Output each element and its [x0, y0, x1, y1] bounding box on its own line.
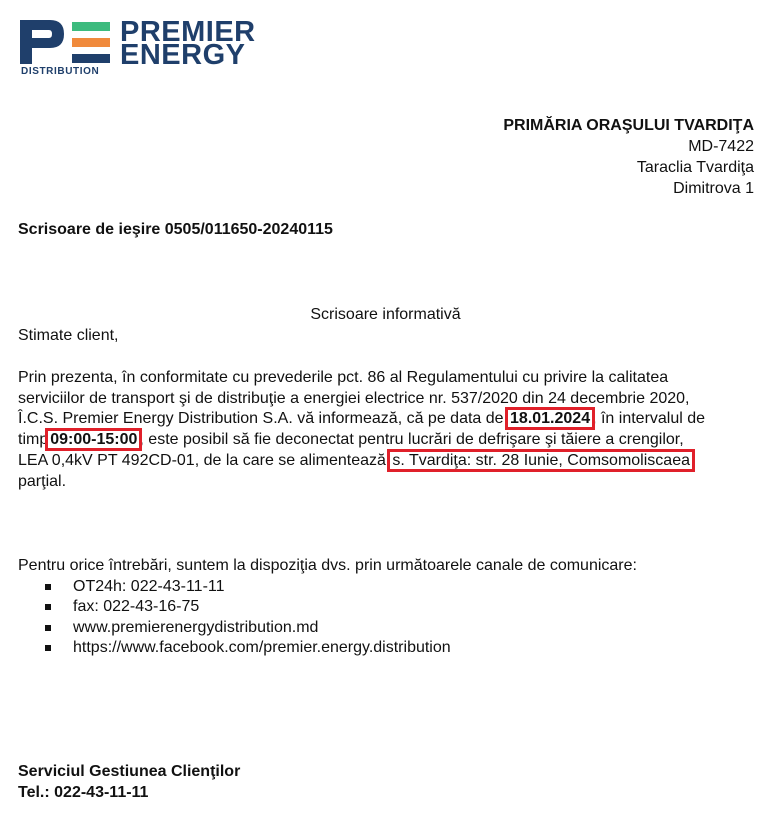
body-line: Prin prezenta, în conformitate cu prevederile pct. 86 al Regulamentului cu privire la calitatea: [18, 369, 669, 386]
body-line: parţial.: [18, 473, 67, 490]
reference-number: Scrisoare de ieşire 0505/011650-20240115: [18, 221, 333, 238]
text: LEA 0,4kV PT 492CD-01, de la care se alimentează: [18, 452, 386, 469]
letter-title: Scrisoare informativă: [310, 306, 461, 323]
bullet-icon: [45, 584, 51, 590]
body-line: [18, 410, 705, 428]
recipient-postal: MD-7422: [688, 138, 754, 155]
text: , în intervalul de: [592, 410, 706, 427]
bullet-icon: [45, 625, 51, 631]
outage-location: s. Tvardiţa: str. 28 Iunie, Comsomoliscaea: [392, 452, 690, 469]
outage-time: 09:00-15:00: [50, 431, 138, 448]
logo-subtitle: DISTRIBUTION: [21, 66, 100, 77]
recipient-name: PRIMĂRIA ORAŞULUI TVARDIŢA: [503, 117, 754, 134]
logo-line2: ENERGY: [120, 39, 246, 71]
body-line: serviciilor de transport şi de distribuţie a energiei electrice nr. 537/2020 din 24 decembrie 2020,: [18, 390, 690, 407]
contact-intro: Pentru orice întrebări, suntem la dispoziţia dvs. prin următoarele canale de comunicare:: [18, 557, 637, 574]
footer-department: Serviciul Gestiunea Clienţilor: [18, 763, 241, 780]
recipient-street: Dimitrova 1: [673, 180, 754, 197]
text: timp: [18, 431, 49, 448]
contact-website[interactable]: www.premierenergydistribution.md: [73, 619, 319, 636]
body-line: [18, 452, 692, 470]
contact-phone: OT24h: 022-43-11-11: [73, 578, 225, 595]
body-line: [18, 431, 684, 449]
logo-line1: PREMIER: [120, 16, 256, 48]
text: Î.C.S. Premier Energy Distribution S.A. vă informează, că pe data de: [18, 410, 504, 427]
outage-date: 18.01.2024: [510, 410, 591, 427]
greeting: Stimate client,: [18, 327, 119, 344]
bullet-icon: [45, 604, 51, 610]
pe-logo-mark: [20, 20, 120, 64]
bullet-icon: [45, 645, 51, 651]
contact-facebook[interactable]: https://www.facebook.com/premier.energy.distribution: [73, 639, 451, 656]
recipient-locality: Taraclia Tvardiţa: [636, 159, 754, 176]
footer-phone: Tel.: 022-43-11-11: [18, 784, 149, 801]
contact-fax: fax: 022-43-16-75: [73, 598, 200, 615]
text: , este posibil să fie deconectat pentru lucrări de defrişare şi tăiere a crengilor,: [139, 431, 684, 448]
